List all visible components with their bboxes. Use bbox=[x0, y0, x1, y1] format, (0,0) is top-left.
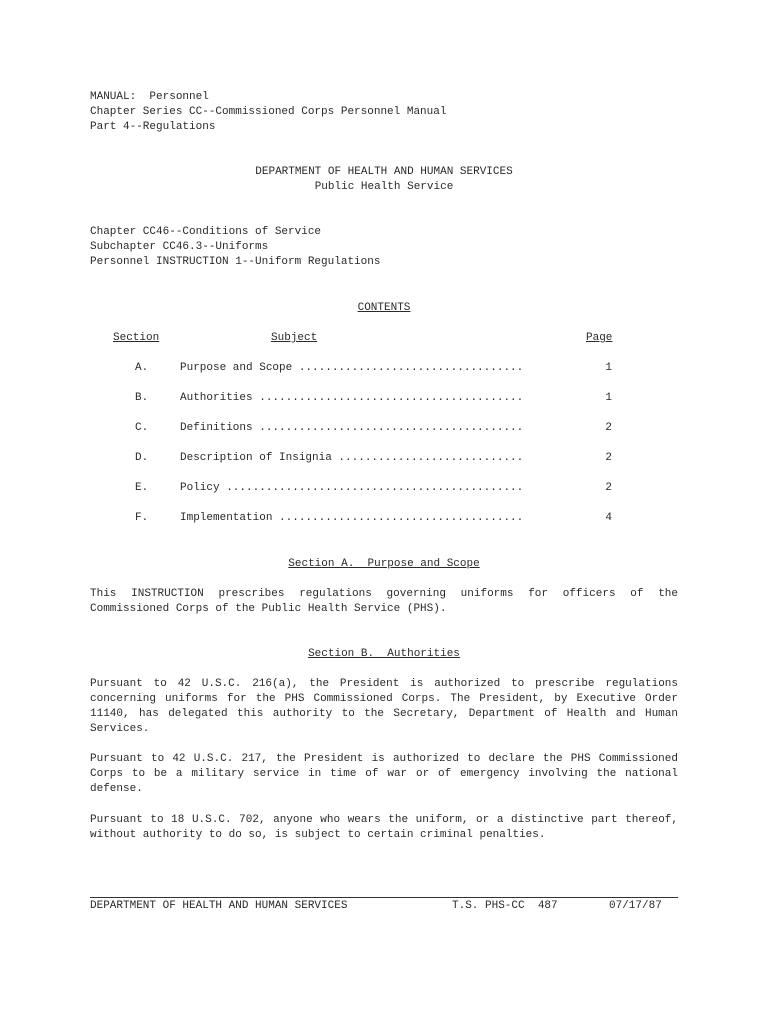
chapter-title: Chapter CC46--Conditions of Service bbox=[90, 226, 322, 238]
section-a-body: This INSTRUCTION prescribes regulations governing uniforms for officers of the Commissioned Corps of the Public Health Service (PHS). bbox=[90, 588, 678, 615]
toc-col-subject: Subject bbox=[271, 332, 318, 344]
toc-row-page: 2 bbox=[605, 482, 612, 494]
footer-date: 07/17/87 bbox=[609, 900, 662, 912]
subchapter-title: Subchapter CC46.3--Uniforms bbox=[90, 241, 269, 253]
toc-col-section: Section bbox=[113, 332, 160, 344]
section-b-paragraph-1: Pursuant to 42 U.S.C. 216(a), the President is authorized to prescribe regulations concerning uniforms for the PHS Commissioned Corps. The President, by Executive Order 11140, has delegated this authority to the Secretary, Department of Health and Human Services. bbox=[90, 678, 678, 735]
footer-transmittal: T.S. PHS-CC 487 bbox=[452, 900, 558, 912]
toc-row-letter: D. bbox=[135, 452, 149, 464]
manual-title: MANUAL: Personnel bbox=[90, 91, 209, 103]
section-b-paragraph-2: Pursuant to 42 U.S.C. 217, the President is authorized to declare the PHS Commissioned Corps to be a military service in time of war or of emergency involving the national defense. bbox=[90, 753, 678, 795]
section-a-heading: Section A. Purpose and Scope bbox=[288, 558, 480, 570]
section-b-heading: Section B. Authorities bbox=[308, 648, 460, 660]
toc-row-subject: Purpose and Scope .................................. bbox=[180, 362, 524, 374]
toc-row-letter: C. bbox=[135, 422, 149, 434]
toc-row-page: 1 bbox=[605, 392, 612, 404]
toc-row-page: 2 bbox=[605, 422, 612, 434]
toc-row-letter: F. bbox=[135, 512, 149, 524]
toc-row-page: 4 bbox=[605, 512, 612, 524]
toc-row-page: 2 bbox=[605, 452, 612, 464]
toc-row-letter: B. bbox=[135, 392, 149, 404]
toc-row-subject: Authorities ........................................ bbox=[180, 392, 524, 404]
toc-row-subject: Definitions ........................................ bbox=[180, 422, 524, 434]
toc-row-subject: Implementation ..................................... bbox=[180, 512, 524, 524]
toc-row-subject: Description of Insignia ............................ bbox=[180, 452, 524, 464]
toc-row-letter: E. bbox=[135, 482, 149, 494]
department-name: DEPARTMENT OF HEALTH AND HUMAN SERVICES bbox=[255, 166, 513, 178]
toc-col-page: Page bbox=[586, 332, 613, 344]
toc-row-subject: Policy ............................................. bbox=[180, 482, 524, 494]
footer-rule bbox=[90, 897, 678, 898]
instruction-title: Personnel INSTRUCTION 1--Uniform Regulations bbox=[90, 256, 381, 268]
chapter-series: Chapter Series CC--Commissioned Corps Personnel Manual bbox=[90, 106, 447, 118]
part-title: Part 4--Regulations bbox=[90, 121, 216, 133]
footer-department: DEPARTMENT OF HEALTH AND HUMAN SERVICES bbox=[90, 900, 348, 912]
toc-row-letter: A. bbox=[135, 362, 149, 374]
service-name: Public Health Service bbox=[314, 181, 454, 193]
contents-heading: CONTENTS bbox=[357, 302, 411, 314]
toc-row-page: 1 bbox=[605, 362, 612, 374]
section-b-paragraph-3: Pursuant to 18 U.S.C. 702, anyone who wears the uniform, or a distinctive part thereof, without authority to do so, is subject to certain criminal penalties. bbox=[90, 814, 678, 841]
